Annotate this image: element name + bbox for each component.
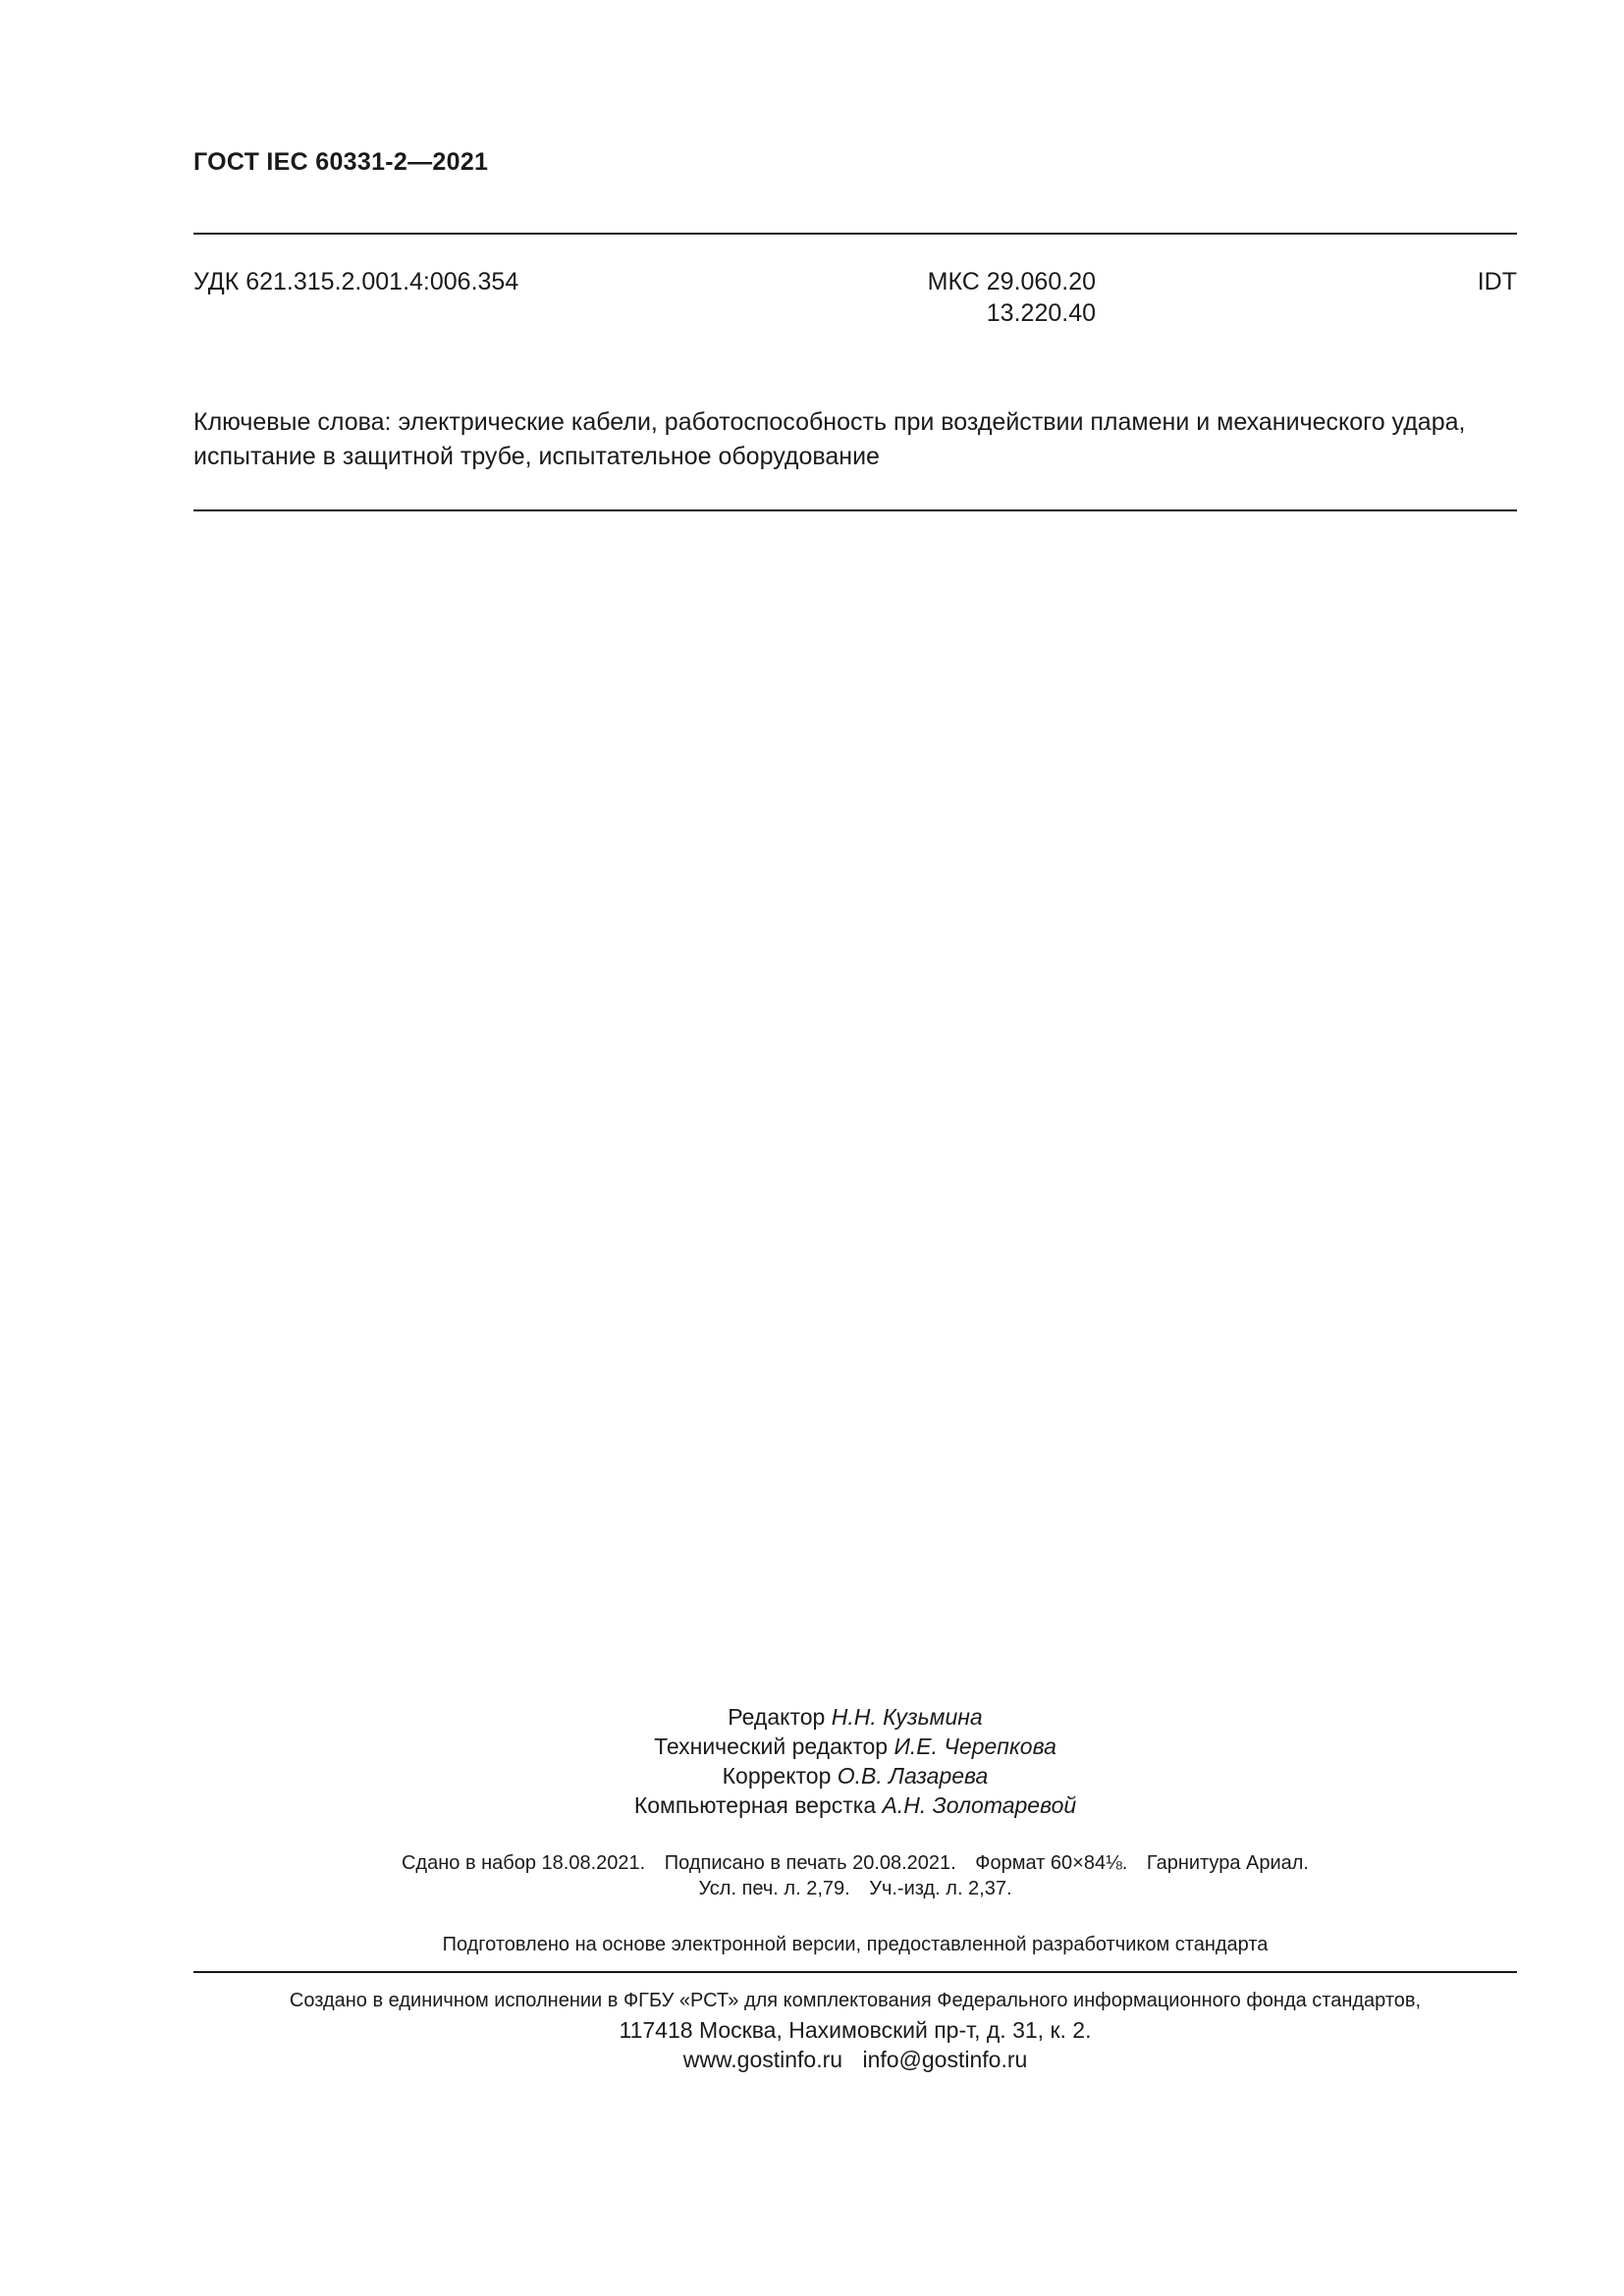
credit-name: Н.Н. Кузьмина <box>831 1704 983 1730</box>
top-divider <box>193 233 1517 235</box>
credit-tech-editor <box>193 1732 1517 1761</box>
credit-editor <box>193 1702 1517 1732</box>
prepared-note: Подготовлено на основе электронной версии, предоставленной разработчиком стандарта <box>442 1934 1269 1955</box>
publish-sheets: Уч.-изд. л. 2,37. <box>869 1878 1012 1899</box>
website-link[interactable]: www.gostinfo.ru <box>682 2047 843 2072</box>
email-link[interactable]: info@gostinfo.ru <box>862 2047 1028 2072</box>
submitted-date: Сдано в набор 18.08.2021. <box>401 1852 646 1874</box>
print-info-line-1 <box>193 1850 1517 1876</box>
print-sheets: Усл. печ. л. 2,79. <box>698 1878 850 1899</box>
credit-role: Редактор <box>728 1704 826 1730</box>
typeface: Гарнитура Ариал. <box>1146 1852 1309 1874</box>
mks-code-2: 13.220.40 <box>986 299 1096 327</box>
paper-format: Формат 60×84⅛. <box>975 1852 1128 1874</box>
mks-codes <box>907 266 1096 329</box>
credit-name: И.Е. Черепкова <box>893 1734 1056 1759</box>
footer-divider <box>193 1971 1517 1973</box>
keywords-text: Ключевые слова: электрические кабели, работоспособность при воздействии пламени и механического удара, испытание в защитной трубе, испытательное оборудование <box>193 408 1466 470</box>
footer-contacts <box>193 2045 1517 2074</box>
mks-code-1: МКС 29.060.20 <box>927 268 1096 295</box>
credit-role: Компьютерная верстка <box>633 1792 877 1818</box>
credit-role: Технический редактор <box>654 1734 889 1759</box>
credit-name: А.Н. Золотаревой <box>882 1792 1077 1818</box>
document-id: ГОСТ IEC 60331-2—2021 <box>193 148 489 176</box>
keywords-divider <box>193 509 1517 511</box>
credits-block <box>193 1702 1517 1820</box>
footer <box>193 1986 1517 2074</box>
udk-code: УДК 621.315.2.001.4:006.354 <box>193 268 519 295</box>
idt-label: IDT <box>1477 268 1517 295</box>
print-info <box>193 1850 1517 1901</box>
credit-name: О.В. Лазарева <box>837 1763 989 1789</box>
print-info-line-2 <box>193 1876 1517 1901</box>
footer-line-1: Создано в единичном исполнении в ФГБУ «РСТ» для комплектования Федерального информационного фонда стандартов, <box>289 1990 1422 2011</box>
footer-address: 117418 Москва, Нахимовский пр-т, д. 31, к. 2. <box>619 2017 1092 2043</box>
credit-role: Корректор <box>722 1763 832 1789</box>
credit-proofreader <box>193 1761 1517 1790</box>
signed-date: Подписано в печать 20.08.2021. <box>664 1852 956 1874</box>
credit-layout <box>193 1790 1517 1820</box>
